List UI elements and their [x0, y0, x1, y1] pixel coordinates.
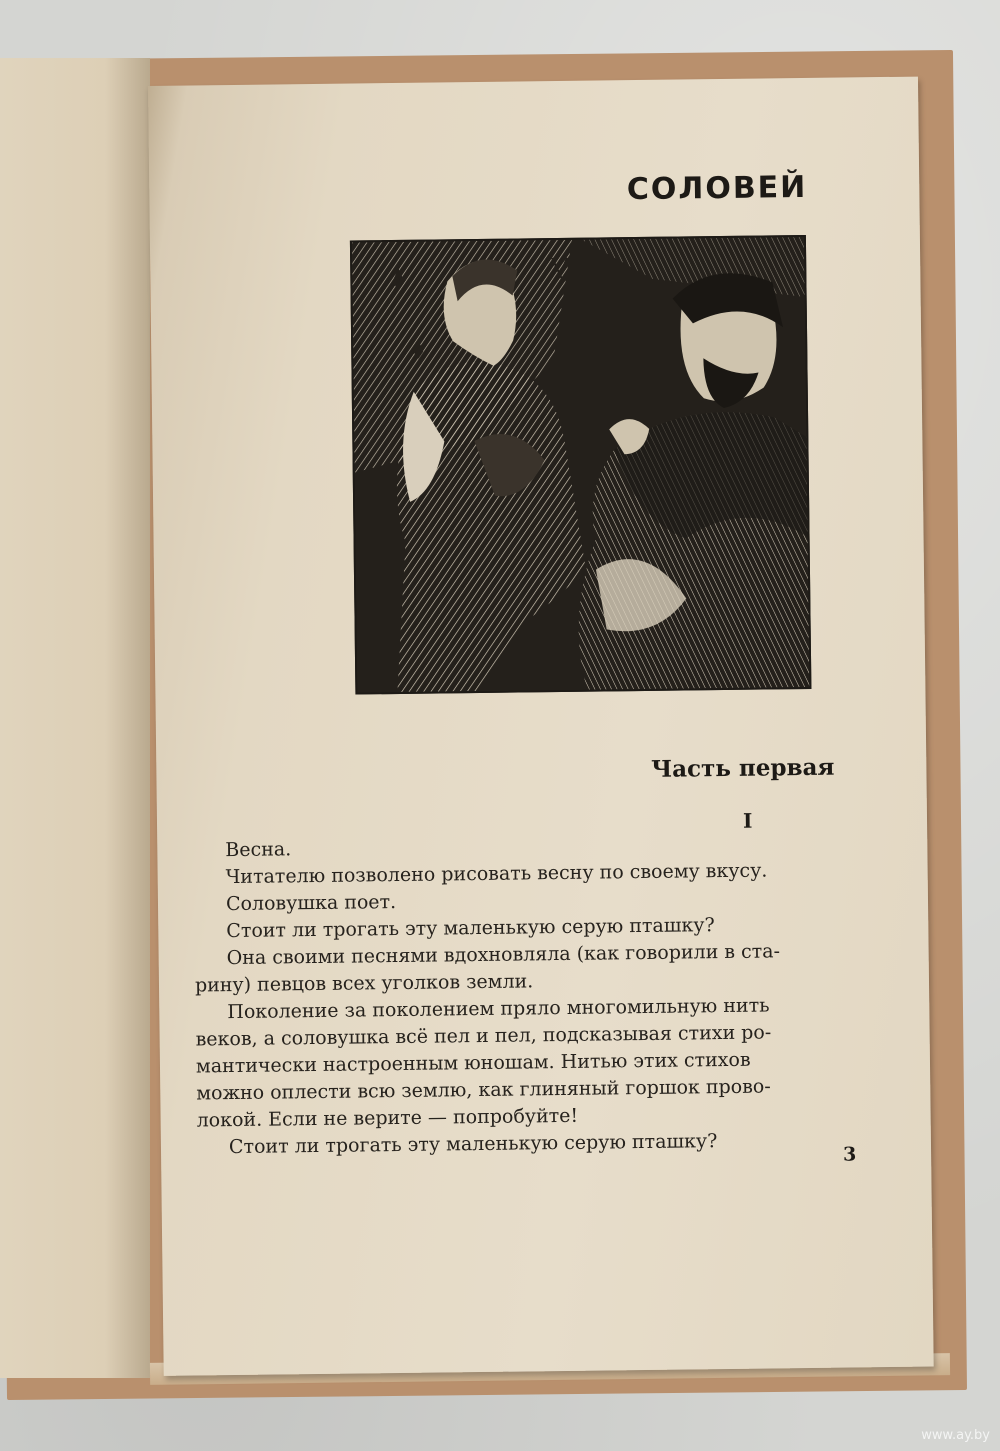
text-line: Соловушка поет. — [225, 891, 397, 916]
engraving-two-men-icon — [352, 237, 809, 692]
text-line: мантически настроенным юношам. Нитью этих стихов — [195, 1048, 751, 1078]
body-text — [194, 829, 869, 1161]
text-line: веков, а соловушка всё пел и пел, подсказывая стихи ро- — [195, 1021, 772, 1051]
text-line: рину) певцов всех уголков земли. — [194, 970, 534, 997]
text-line: локой. Если не верите — попробуйте! — [196, 1104, 579, 1132]
book-page — [148, 77, 934, 1376]
text-line: Она своими песнями вдохновляла (как говорили в ста- — [226, 940, 781, 970]
text-line: Поколение за поколением пряло многомильную нить — [227, 994, 770, 1024]
text-line: Читателю позволено рисовать весну по своему вкусу. — [225, 859, 768, 889]
site-watermark: www.ay.by — [921, 1428, 990, 1443]
text-line: Весна. — [225, 838, 292, 862]
part-title: Часть первая — [651, 753, 835, 783]
text-line: можно оплести всю землю, как глиняный горшок прово- — [196, 1075, 771, 1105]
text-line: Стоит ли трогать эту маленькую серую пташку? — [228, 1130, 718, 1159]
book-title: СОЛОВЕЙ — [626, 169, 808, 208]
page-number: 3 — [842, 1143, 857, 1166]
left-page — [0, 58, 150, 1378]
chapter-number: I — [742, 808, 753, 833]
text-line: Стоит ли трогать эту маленькую серую пташку? — [226, 914, 715, 943]
engraving-illustration — [350, 235, 812, 695]
